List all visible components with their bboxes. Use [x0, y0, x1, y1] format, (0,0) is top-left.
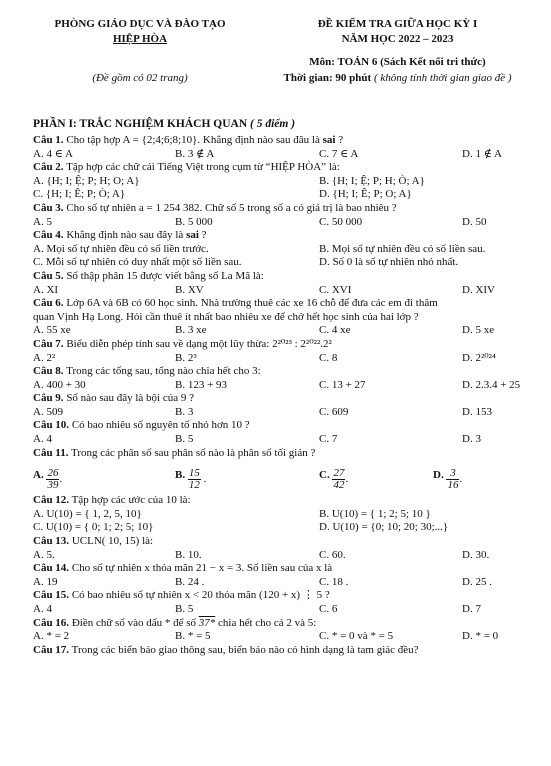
- option-b: B. 3 xe: [175, 324, 207, 337]
- question-4-emphasis: sai: [186, 229, 199, 242]
- option-d: D. 5 xe: [462, 324, 495, 337]
- question-4: Câu 4. Khẳng định nào sau đây là sai ?: [33, 229, 207, 242]
- option-d: D. 2²⁰²⁴: [462, 351, 496, 364]
- option-c: C. 60.: [319, 548, 346, 561]
- question-12-options-row2: [33, 521, 533, 535]
- question-4-options-row2: [33, 256, 533, 270]
- question-16: Câu 16. Điền chữ số vào dấu * để số 37* chia hết cho cả 2 và 5:: [33, 616, 317, 629]
- option-d: D. 1 ∉ A: [462, 147, 502, 160]
- option-c: C. 13 + 27: [319, 378, 366, 391]
- question-4-options-row1: [33, 243, 533, 257]
- question-3-text: Cho số tự nhiên a = 1 254 382. Chữ số 5 trong số a có giá trị là bao nhiêu ?: [66, 201, 397, 214]
- question-9-options: [33, 406, 533, 420]
- option-b: B. 123 + 93: [175, 378, 228, 391]
- option-a: A. 4: [33, 603, 52, 615]
- question-11: Câu 11. Trong các phân số sau phân số nào là phân số tối giản ?: [33, 446, 316, 459]
- option-c: C. 7: [319, 433, 338, 446]
- question-2-options-row1: [33, 175, 533, 189]
- option-c: C. 50 000: [319, 215, 363, 228]
- section-title: PHẦN I: TRẮC NGHIỆM KHÁCH QUAN ( 5 điểm ): [33, 118, 296, 130]
- option-c: C. 609: [319, 405, 349, 418]
- option-b: B. 5 000: [175, 215, 213, 228]
- option-c: C. Mỗi số tự nhiên có duy nhất một số liền sau.: [33, 256, 242, 269]
- option-b: B. XV: [175, 283, 204, 296]
- school-year: NĂM HỌC 2022 – 2023: [341, 33, 454, 45]
- question-10-options: [33, 433, 533, 447]
- option-b: B. 24 .: [175, 575, 205, 588]
- question-11-options: [33, 464, 533, 494]
- question-10-text: Có bao nhiêu số nguyên tố nhỏ hơn 10 ?: [71, 419, 250, 432]
- option-b: B. U(10) = { 1; 2; 5; 10 }: [319, 507, 431, 520]
- question-12-text: Tập hợp các ước của 10 là:: [71, 494, 191, 507]
- question-2-options-row2: [33, 188, 533, 202]
- question-9: Câu 9. Số nào sau đây là bội của 9 ?: [33, 392, 194, 405]
- option-a: A. 4: [33, 433, 52, 446]
- question-6-text: Lớp 6A và 6B có 60 học sinh. Nhà trường thuê các xe 16 chỗ để đưa các em đi thăm: [66, 297, 438, 310]
- question-8-options: [33, 379, 533, 393]
- question-2-text: Tập hợp các chữ cái Tiếng Việt trong cụm từ “HIỆP HÒA” là:: [66, 161, 340, 174]
- exam-title: ĐỀ KIỂM TRA GIỮA HỌC KỲ I: [317, 18, 478, 30]
- option-a: A. Mọi số tự nhiên đều có số liền trước.: [33, 242, 209, 255]
- exam-content: [33, 118, 533, 657]
- department-name: PHÒNG GIÁO DỤC VÀ ĐÀO TẠO: [54, 18, 226, 30]
- question-15: Câu 15. Có bao nhiêu số tự nhiên x < 20 thỏa mãn (120 + x) ⋮ 5 ?: [33, 589, 330, 602]
- time-line: [250, 72, 545, 85]
- option-a: A. 2²: [33, 351, 56, 364]
- page-count-note: (Đề gồm có 02 trang): [92, 72, 188, 84]
- fraction: $\frac{3}{16}$: [447, 467, 459, 492]
- option-d: D. U(10) = {0; 10; 20; 30;...}: [319, 521, 449, 534]
- subject-line: Môn: TOÁN 6 (Sách Kết nối tri thức): [309, 56, 486, 68]
- option-c: C. 7 ∈ A: [319, 147, 359, 160]
- question-1-options: [33, 148, 533, 162]
- option-d: D. 153: [462, 405, 492, 418]
- question-5: Câu 5. Số thập phân 15 được viết bằng số La Mã là:: [33, 269, 264, 282]
- option-c: C. * = 0 và * = 5: [319, 630, 394, 643]
- option-d: D. * = 0: [462, 630, 499, 643]
- option-b: B. 3: [175, 405, 194, 418]
- option-d: D. $\frac{3}{16}$ .: [433, 467, 463, 492]
- option-b: B. {H; I; Ệ; P; H; Ò; A}: [319, 174, 425, 187]
- question-7: Câu 7. Biểu diễn phép tính sau về dạng một lũy thừa: 2²⁰²³ : 2²⁰²².2²: [33, 337, 332, 350]
- time-limit: Thời gian: 90 phút: [283, 72, 372, 84]
- option-d: D. 25 .: [462, 575, 492, 588]
- question-7-text: Biểu diễn phép tính sau về dạng một lũy thừa: 2²⁰²³ : 2²⁰²².2²: [66, 337, 332, 350]
- question-13-text: UCLN( 10, 15) là:: [71, 535, 154, 548]
- document-header: [0, 18, 551, 98]
- option-b: B. 2³: [175, 351, 197, 364]
- question-3-options: [33, 216, 533, 230]
- question-13-options: [33, 549, 533, 563]
- question-6-options: [33, 324, 533, 338]
- option-a: A. U(10) = { 1, 2, 5, 10}: [33, 507, 142, 520]
- question-8-text: Trong các tổng sau, tổng nào chia hết cho 3:: [66, 365, 261, 378]
- option-a: A. {H; I; Ệ; P; H; O; A}: [33, 174, 140, 187]
- question-1-text: Cho tập hợp A = {2;4;6;8;10}. Khẳng định nào sau đâu là: [66, 134, 320, 146]
- option-c: C. 4 xe: [319, 324, 351, 337]
- question-17-text: Trong các biển báo giao thông sau, biển báo nào có hình dạng là tam giác đều?: [71, 643, 419, 656]
- question-16-options: [33, 630, 533, 644]
- option-b: B. Mọi số tự nhiên đều có số liền sau.: [319, 242, 486, 255]
- option-a: A. $\frac{26}{39}$ .: [33, 467, 63, 492]
- option-c: C. {H; I; Ê; P; Ò; A}: [33, 188, 126, 201]
- question-7-options: [33, 352, 533, 366]
- question-10: Câu 10. Có bao nhiêu số nguyên tố nhỏ hơn 10 ?: [33, 419, 250, 432]
- option-d: D. Số 0 là số tự nhiên nhỏ nhất.: [319, 256, 459, 269]
- fraction: $\frac{15}{12}$: [188, 467, 200, 492]
- question-2: Câu 2. Tập hợp các chữ cái Tiếng Việt trong cụm từ “HIỆP HÒA” là:: [33, 161, 340, 174]
- question-15-options: [33, 603, 533, 617]
- option-c: C. 18 .: [319, 575, 349, 588]
- fraction: $\frac{27}{42}$: [333, 467, 345, 492]
- option-c: C. XVI: [319, 283, 352, 296]
- option-d: D. 2.3.4 + 25: [462, 378, 521, 391]
- option-c: C. U(10) = { 0; 1; 2; 5; 10}: [33, 521, 154, 534]
- option-d: D. {H; I; Ê; P; O; A}: [319, 188, 412, 201]
- question-1-emphasis: sai: [322, 134, 336, 146]
- option-a: A. 55 xe: [33, 324, 71, 337]
- question-13: Câu 13. UCLN( 10, 15) là:: [33, 535, 154, 548]
- question-5-options: [33, 284, 533, 298]
- question-16-text: Điền chữ số vào dấu * để số: [71, 616, 196, 629]
- option-d: D. 50: [462, 215, 487, 228]
- option-c: C. 8: [319, 351, 338, 364]
- question-4-text: Khẳng định nào sau đây là: [66, 229, 184, 242]
- question-12: Câu 12. Tập hợp các ước của 10 là:: [33, 494, 191, 507]
- option-a: A. 400 + 30: [33, 378, 86, 391]
- option-b: B. 10.: [175, 548, 202, 561]
- option-d: D. 3: [462, 433, 481, 446]
- question-9-text: Số nào sau đây là bội của 9 ?: [66, 392, 194, 405]
- option-a: A. 509: [33, 405, 63, 418]
- option-b: B. $\frac{15}{12}$ .: [175, 467, 207, 492]
- question-15-text: Có bao nhiêu số tự nhiên x < 20 thỏa mãn (120 + x) ⋮ 5 ?: [71, 589, 330, 602]
- option-a: A. 4 ∈ A: [33, 147, 73, 160]
- option-d: D. XIV: [462, 283, 495, 296]
- question-6-text-continued: quan Vịnh Hạ Long. Hỏi cần thuê ít nhất bao nhiêu xe để chở hết học sinh của hai lớp ?: [33, 310, 419, 323]
- section-points: ( 5 điểm ): [250, 118, 296, 130]
- option-d: D. 7: [462, 603, 481, 615]
- question-6: Câu 6. Lớp 6A và 6B có 60 học sinh. Nhà trường thuê các xe 16 chỗ để đưa các em đi thăm: [33, 297, 438, 310]
- question-8: Câu 8. Trong các tổng sau, tổng nào chia hết cho 3:: [33, 365, 261, 378]
- option-d: D. 30.: [462, 548, 490, 561]
- district-name: HIỆP HÒA: [112, 33, 168, 45]
- option-b: B. 5: [175, 603, 194, 615]
- question-5-text: Số thập phân 15 được viết bằng số La Mã là:: [66, 269, 264, 282]
- question-14-options: [33, 576, 533, 590]
- option-c: C. $\frac{27}{42}$ .: [319, 467, 349, 492]
- option-b: B. 5: [175, 433, 194, 446]
- option-a: A. XI: [33, 283, 59, 296]
- question-11-text: Trong các phân số sau phân số nào là phân số tối giản ?: [71, 446, 316, 459]
- question-16-number: 37*: [198, 616, 216, 629]
- question-1: Câu 1. Cho tập hợp A = {2;4;6;8;10}. Khẳng định nào sau đâu là sai ?: [33, 134, 344, 146]
- option-a: A. 19: [33, 575, 58, 588]
- question-14-text: Cho số tự nhiên x thỏa mãn 21 − x = 3. Số liền sau của x là: [71, 562, 333, 575]
- option-a: A. * = 2: [33, 630, 70, 643]
- fraction: $\frac{26}{39}$: [47, 467, 59, 492]
- question-3: Câu 3. Cho số tự nhiên a = 1 254 382. Chữ số 5 trong số a có giá trị là bao nhiêu ?: [33, 201, 397, 214]
- question-14: Câu 14. Cho số tự nhiên x thỏa mãn 21 − x = 3. Số liền sau của x là: [33, 562, 333, 575]
- option-b: B. 3 ∉ A: [175, 147, 215, 160]
- option-a: A. 5: [33, 215, 52, 228]
- question-12-options-row1: [33, 508, 533, 522]
- option-b: B. * = 5: [175, 630, 211, 643]
- time-note: ( không tính thời gian giao đề ): [373, 72, 512, 84]
- option-a: A. 5.: [33, 548, 55, 561]
- question-17: Câu 17. Trong các biển báo giao thông sau, biển báo nào có hình dạng là tam giác đều?: [33, 643, 419, 656]
- option-c: C. 6: [319, 603, 338, 615]
